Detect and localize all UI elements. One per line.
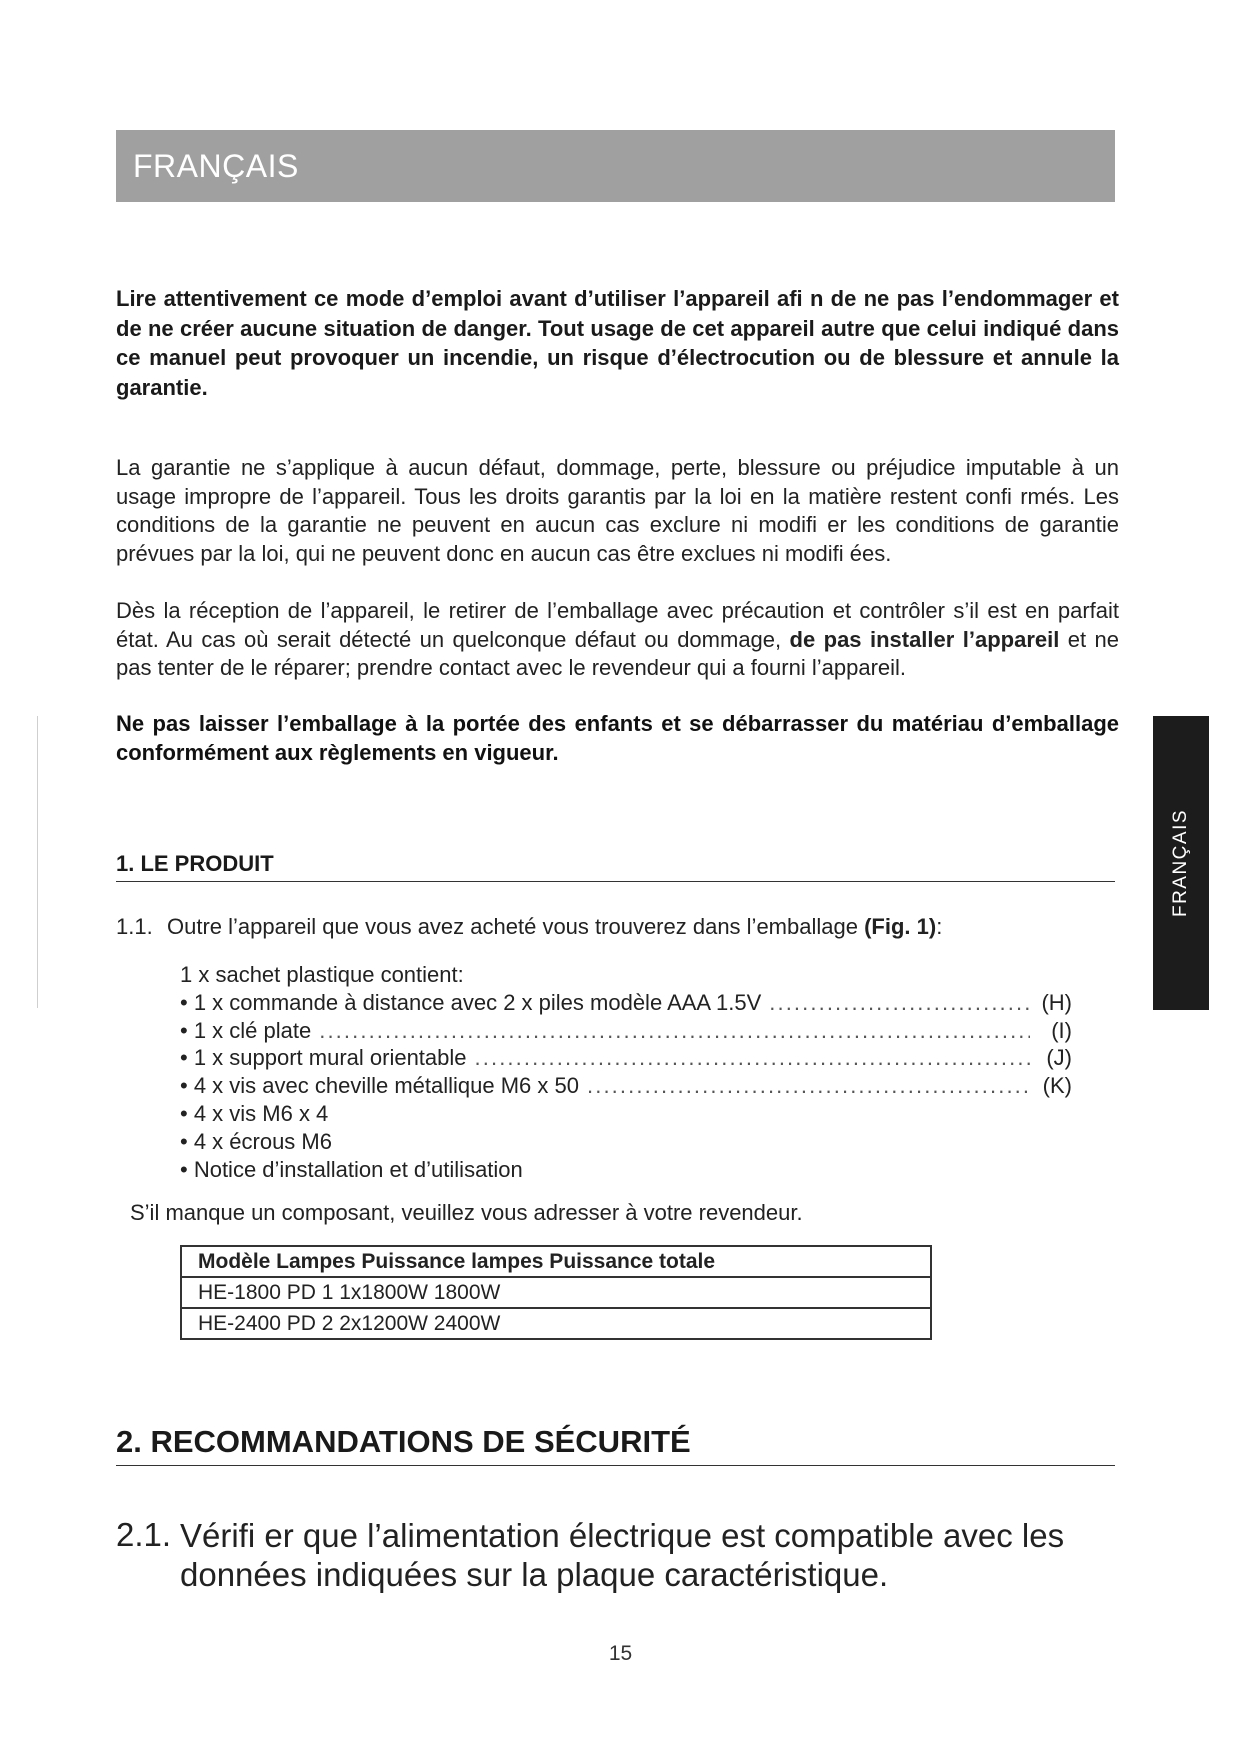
list-item-text: • Notice d’installation et d’utilisation (180, 1156, 523, 1182)
table-header-cell: Modèle Lampes Puissance lampes Puissance totale (181, 1246, 931, 1277)
table-row (181, 1277, 931, 1308)
leader-dots (587, 1072, 1030, 1100)
side-tab-label: FRANÇAIS (1170, 808, 1191, 918)
reception-text-start: Dès la réception de l’appareil, le retirer de l’emballage avec précaution et contrôler s’il est en parfait état. Au cas où serait détecté un quelconque défaut ou dommage, (116, 598, 1119, 652)
reception-text-bold: de pas installer l’appareil (789, 626, 1060, 652)
packaging-warning: Ne pas laisser l’emballage à la portée des enfants et se débarrasser du matériau d’emballage conformément aux règlements en vigueur. (116, 711, 1119, 765)
section-2-rule (116, 1465, 1115, 1466)
section-2-title: 2. RECOMMANDATIONS DE SÉCURITÉ (116, 1424, 691, 1459)
subsection-2-1-number: 2.1. (116, 1516, 172, 1553)
list-item (180, 1100, 1072, 1128)
list-item (180, 989, 1072, 1017)
subsection-2-1-text: Vérifi er que l’alimentation électrique est compatible avec les données indiquées sur la plaque caractéristique. (180, 1517, 1065, 1593)
table-cell: HE-2400 PD 2 2x1200W 2400W (181, 1308, 931, 1339)
leader-dots (475, 1044, 1030, 1072)
margin-rule (37, 716, 38, 1008)
subsection-1-1-text (167, 914, 942, 940)
list-item-text: • 1 x clé plate (180, 1017, 312, 1043)
list-item (180, 961, 1072, 989)
model-specs-table (180, 1245, 932, 1340)
reception-paragraph (116, 597, 1119, 683)
section-1-title: 1. LE PRODUIT (116, 851, 274, 876)
list-item-text: • 1 x commande à distance avec 2 x piles modèle AAA 1.5V (180, 989, 762, 1015)
list-item (180, 1156, 1072, 1184)
list-item (180, 1044, 1072, 1072)
list-item-text: • 4 x vis M6 x 4 (180, 1100, 329, 1126)
table-cell: HE-1800 PD 1 1x1800W 1800W (181, 1277, 931, 1308)
reception-text-end: et ne pas tenter de le réparer; prendre contact avec le revendeur qui a fourni l’appareil. (116, 626, 1119, 680)
subsection-1-1-text-start: Outre l’appareil que vous avez acheté vous trouverez dans l’emballage (167, 914, 865, 939)
list-item-text: • 4 x vis avec cheville métallique M6 x 50 (180, 1073, 579, 1099)
list-item-text: • 1 x support mural orientable (180, 1045, 467, 1071)
list-item-ref: (K) (1042, 1073, 1072, 1099)
language-header-title: FRANÇAIS (133, 148, 299, 184)
list-item-ref: (J) (1046, 1045, 1072, 1071)
list-item-ref: (I) (1051, 1017, 1072, 1043)
list-item (180, 1017, 1072, 1045)
leader-dots (769, 989, 1030, 1017)
leader-dots (319, 1017, 1030, 1045)
list-item (180, 1128, 1072, 1156)
missing-component-note: S’il manque un composant, veuillez vous adresser à votre revendeur. (130, 1200, 803, 1225)
list-item (180, 1072, 1072, 1100)
language-header-bar (116, 130, 1115, 202)
subsection-1-1-text-end: : (936, 914, 943, 939)
table-header-row (181, 1246, 931, 1277)
language-side-tab (1153, 716, 1209, 1010)
fig-reference: (Fig. 1) (864, 914, 937, 939)
list-item-ref: (H) (1041, 989, 1072, 1015)
warranty-paragraph: La garantie ne s’applique à aucun défaut, dommage, perte, blessure ou préjudice imputable à un usage impropre de l’appareil. Tous les droits garantis par la loi en la matière restent confi rmés. Les conditions de la garantie ne peuvent en aucun cas exclure ni modifi er les conditions de garantie prévues par la loi, qui ne peuvent donc en aucun cas être exclues ni modifi ées. (116, 455, 1119, 566)
table-row (181, 1308, 931, 1339)
list-item-text: • 4 x écrous M6 (180, 1128, 332, 1154)
package-contents-list (180, 961, 1072, 1183)
section-1-rule (116, 881, 1115, 882)
list-item-text: 1 x sachet plastique contient: (180, 962, 464, 987)
subsection-1-1-number: 1.1. (116, 914, 153, 939)
intro-warning: Lire attentivement ce mode d’emploi avant d’utiliser l’appareil afi n de ne pas l’endommager et de ne créer aucune situation de danger. Tout usage de cet appareil autre que celui indiqué dans ce manuel peut provoquer un incendie, un risque d’électrocution ou de blessure et annule la garantie. (116, 286, 1119, 400)
page-number: 15 (608, 1642, 633, 1665)
